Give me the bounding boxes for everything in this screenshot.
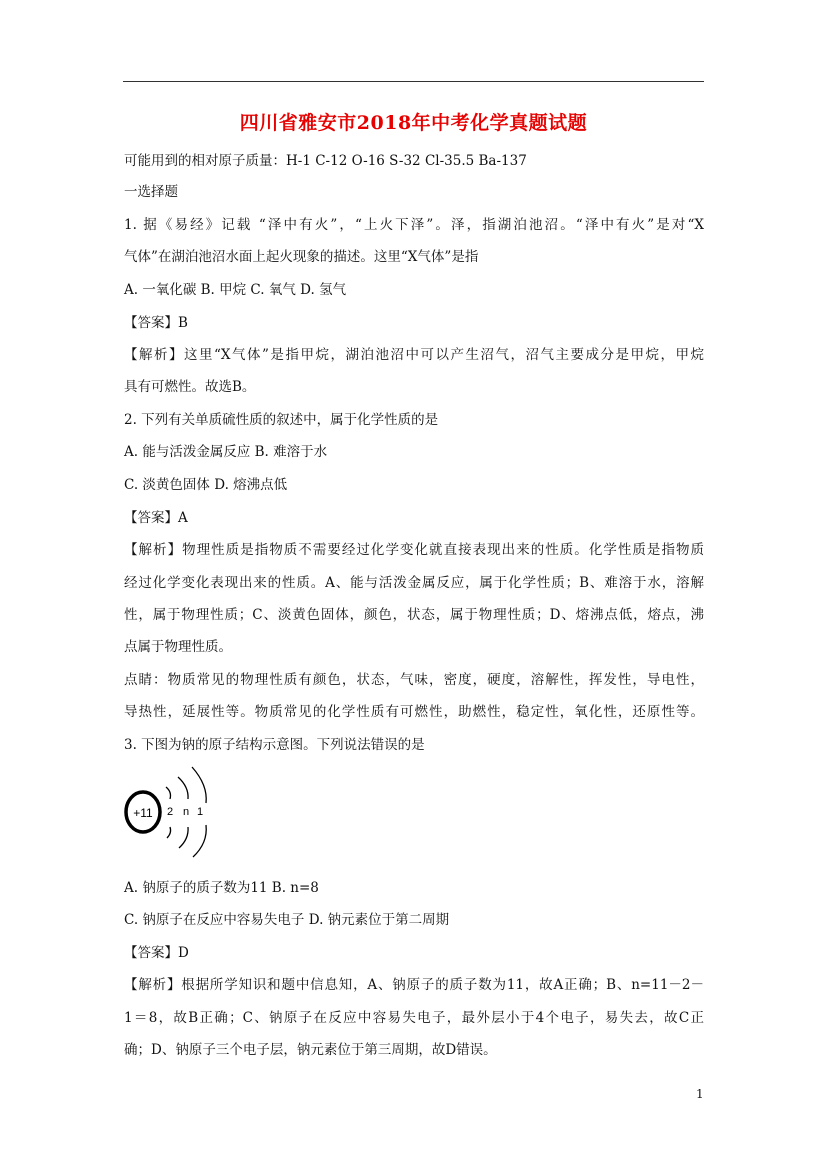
q1-options: A. 一氧化碳 B. 甲烷 C. 氧气 D. 氢气 <box>124 282 347 298</box>
shell2-electrons: n <box>182 806 190 818</box>
shell1-arc-top <box>166 787 171 799</box>
q2-options-line2: C. 淡黄色固体 D. 熔沸点低 <box>124 477 288 493</box>
q3-options-line1: A. 钠原子的质子数为11 B. n=8 <box>124 880 319 896</box>
q2-options-line1: A. 能与活泼金属反应 B. 难溶于水 <box>124 444 328 460</box>
shell2-arc-bottom <box>179 827 188 848</box>
q2-analysis-line3: 性，属于物理性质；C、淡黄色固体，颜色，状态，属于物理性质；D、熔沸点低，熔点，沸 <box>124 607 704 623</box>
q3-analysis-line1: 【解析】根据所学知识和题中信息知，A、钠原子的质子数为11，故A正确；B、n=11－2－ <box>124 977 704 993</box>
q2-analysis-line1: 【解析】物理性质是指物质不需要经过化学变化就直接表现出来的性质。化学性质是指物质 <box>124 542 704 558</box>
q3-stem: 3. 下图为钠的原子结构示意图。下列说法错误的是 <box>124 737 425 753</box>
q1-stem-line1: 1. 据《易经》记载 “泽中有火”，“上火下泽”。泽，指湖泊池沼。“泽中有火”是对“X <box>124 217 704 233</box>
q3-analysis-line2: 1＝8，故B正确；C、钠原子在反应中容易失电子，最外层小于4个电子，易失去，故C正 <box>124 1010 704 1026</box>
q2-analysis-line4: 点属于物理性质。 <box>124 639 232 655</box>
sodium-atom-structure-diagram <box>122 765 222 860</box>
q3-answer: 【答案】D <box>124 945 189 961</box>
q2-tip-line1: 点睛：物质常见的物理性质有颜色，状态，气味，密度，硬度，溶解性，挥发性，导电性， <box>124 672 704 688</box>
page-number: 1 <box>696 1087 704 1101</box>
q1-analysis-line1: 【解析】这里“X气体”是指甲烷，湖泊池沼中可以产生沼气，沼气主要成分是甲烷，甲烷 <box>124 347 704 363</box>
shell3-electrons: 1 <box>196 806 204 818</box>
header-rule <box>123 81 704 82</box>
q3-options-line2: C. 钠原子在反应中容易失电子 D. 钠元素位于第二周期 <box>124 912 450 928</box>
shell1-electrons: 2 <box>166 806 174 818</box>
q2-stem: 2. 下列有关单质硫性质的叙述中，属于化学性质的是 <box>124 412 439 428</box>
q2-answer: 【答案】A <box>124 510 188 526</box>
q1-analysis-line2: 具有可燃性。故选B。 <box>124 379 256 395</box>
document-title: 四川省雅安市2018年中考化学真题试题 <box>239 112 588 134</box>
atomic-masses: 可能用到的相对原子质量：H-1 C-12 O-16 S-32 Cl-35.5 Ba-137 <box>124 153 527 169</box>
shell3-arc-top <box>192 767 206 803</box>
q1-answer: 【答案】B <box>124 315 188 331</box>
q3-analysis-line3: 确；D、钠原子三个电子层，钠元素位于第三周期，故D错误。 <box>124 1042 497 1058</box>
section-heading: 一选择题 <box>124 184 178 200</box>
q2-tip-line2: 导热性，延展性等。物质常见的化学性质有可燃性，助燃性，稳定性，氧化性，还原性等。 <box>124 704 704 720</box>
q1-stem-line2: 气体”在湖泊池沼水面上起火现象的描述。这里“X气体”是指 <box>124 249 479 265</box>
q2-analysis-line2: 经过化学变化表现出来的性质。A、能与活泼金属反应，属于化学性质；B、难溶于水，溶解 <box>124 575 704 591</box>
shell1-arc-bottom <box>167 827 171 838</box>
shell3-arc-bottom <box>193 825 206 857</box>
shell2-arc-top <box>178 777 188 799</box>
nucleus-charge: +11 <box>133 806 153 820</box>
